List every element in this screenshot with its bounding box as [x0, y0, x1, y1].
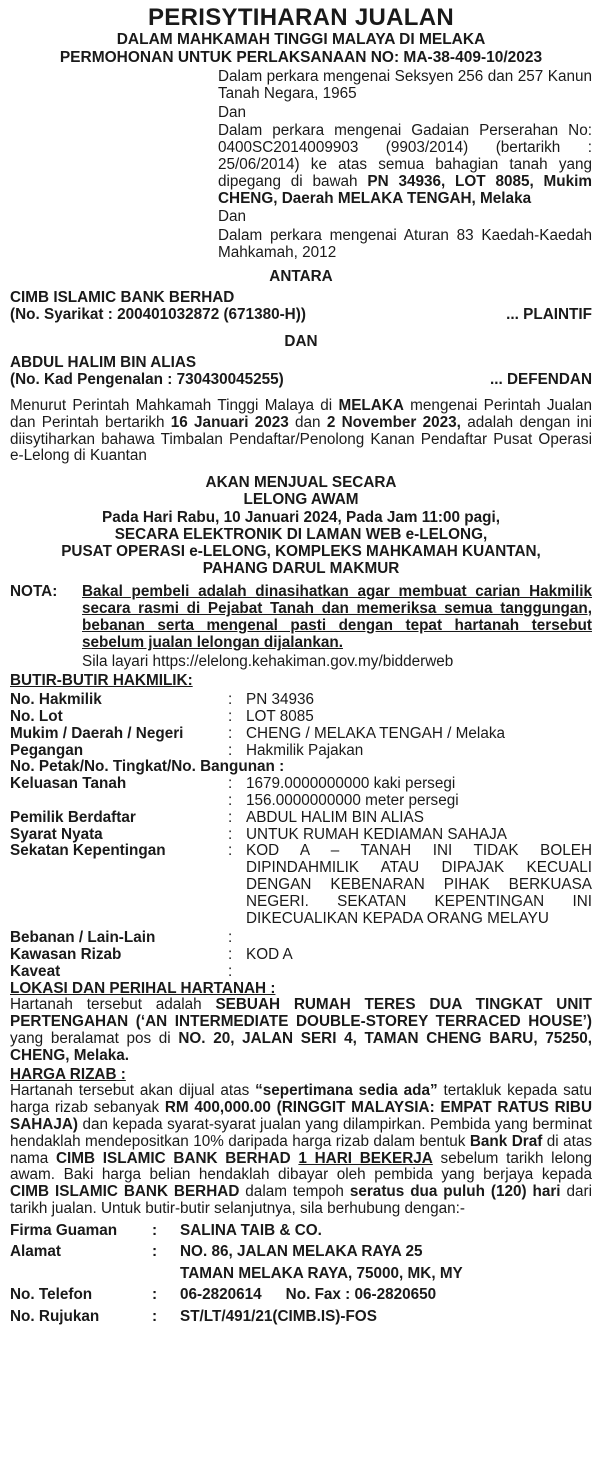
nota-text: Bakal pembeli adalah dinasihatkan agar membuat carian Hakmilik secara rasmi di Pejabat Tanah dan memeriksa semua tanggungan, bebanan serta mengenal pasti dengan tepat hartanah tersebut sebelum jualan lelongan dijalankan.	[82, 583, 592, 651]
lokasi-heading: LOKASI DAN PERIHAL HARTANAH :	[10, 979, 276, 997]
harga-heading: HARGA RIZAB :	[10, 1065, 126, 1083]
sekatan-label: Sekatan Kepentingan	[10, 842, 166, 860]
pegangan-value: Hakmilik Pajakan	[246, 741, 364, 759]
auction-date: Pada Hari Rabu, 10 Januari 2024, Pada Jam 11:00 pagi,	[102, 508, 500, 526]
preamble-dan-1: Dan	[218, 103, 247, 121]
nota-block	[10, 584, 592, 651]
court-name: DALAM MAHKAMAH TINGGI MALAYA DI MELAKA	[116, 31, 486, 48]
elelong-link[interactable]: Sila layari https://elelong.kehakiman.gov.my/bidderweb	[82, 652, 454, 670]
firma-label: Firma Guaman	[10, 1221, 118, 1239]
syarat-value: UNTUK RUMAH KEDIAMAN SAHAJA	[246, 825, 507, 843]
plaintiff-block	[10, 290, 592, 324]
plaintiff-reg: (No. Syarikat : 200401032872 (671380-H))	[10, 305, 306, 323]
defendant-reg: (No. Kad Pengenalan : 730430045255)	[10, 371, 284, 389]
notice-title: PERISYTIHARAN JUALAN	[147, 4, 455, 31]
alamat-line-1: NO. 86, JALAN MELAKA RAYA 25	[180, 1243, 423, 1261]
lokasi-paragraph: Hartanah tersebut adalah SEBUAH RUMAH TERES DUA TINGKAT UNIT PERTENGAHAN (‘AN INTERMEDIATE DOUBLE-STOREY TERRACED HOUSE’) yang beralamat pos di NO. 20, JALAN SERI 4, TAMAN CHENG BARU, 75250, CHENG, Melaka.	[10, 996, 592, 1064]
antara-heading: ANTARA	[269, 267, 333, 285]
rujukan-value: ST/LT/491/21(CIMB.IS)-FOS	[180, 1307, 377, 1325]
preamble-clause-3: Dalam perkara mengenai Aturan 83 Kaedah-Kaedah Mahkamah, 2012	[218, 227, 592, 261]
preamble	[218, 69, 592, 262]
keluasan-value-sqft: 1679.0000000000 kaki persegi	[246, 775, 456, 793]
defendant-role: ... DEFENDAN	[490, 371, 592, 389]
firma-value: SALINA TAIB & CO.	[180, 1221, 322, 1239]
court-order-paragraph: Menurut Perintah Mahkamah Tinggi Malaya di MELAKA mengenai Perintah Jualan dan Perintah bertarikh 16 Januari 2023 dan 2 November 2023, adalah dengan ini diisytiharkan bahawa Timbalan Pendaftar/Penolong Kanan Pendaftar Pusat Operasi e-Lelong di Kuantan	[10, 396, 592, 465]
fax-value: No. Fax : 06-2820650	[285, 1286, 437, 1304]
bebanan-value	[246, 930, 592, 947]
application-number: PERMOHONAN UNTUK PERLAKSANAAN NO: MA-38-409-10/2023	[59, 49, 543, 66]
keluasan-label: Keluasan Tanah	[10, 775, 127, 793]
mukim-label: Mukim / Daerah / Negeri	[10, 724, 184, 742]
defendant-block	[10, 355, 592, 389]
bebanan-label: Bebanan / Lain-Lain	[10, 929, 156, 947]
auction-line-4: SECARA ELEKTRONIK DI LAMAN WEB e-LELONG,	[114, 525, 488, 543]
no-hakmilik-value: PN 34936	[246, 691, 315, 709]
auction-block	[10, 474, 592, 577]
keluasan-value-sqm: 156.0000000000 meter persegi	[246, 791, 459, 809]
auction-line-2: LELONG AWAM	[243, 491, 359, 509]
butir-heading: BUTIR-BUTIR HAKMILIK:	[10, 672, 193, 690]
no-lot-value: LOT 8085	[246, 707, 314, 725]
preamble-clause-1: Dalam perkara mengenai Seksyen 256 dan 257 Kanun Tanah Negara, 1965	[218, 68, 592, 102]
mukim-value: CHENG / MELAKA TENGAH / Melaka	[246, 724, 505, 742]
telefon-value: 06-2820614	[180, 1286, 262, 1304]
auction-line-6: PAHANG DARUL MAKMUR	[202, 560, 400, 578]
telefon-label: No. Telefon	[10, 1286, 93, 1304]
nota-label: NOTA:	[10, 583, 58, 601]
title-details: No. Hakmilik : PN 34936 No. Lot : LOT 8085 Mukim / Daerah / Negeri : CHENG / MELAKA TENGAH / Melaka Pegangan : Hakmilik Pajakan No. Petak/No. Tingkat/No. Bangunan : Keluasan Tanah : 1679.0000000000 kaki persegi : 156.0000000000 meter persegi Pemilik Berdaftar : ABDUL HALIM BIN ALIAS Syarat Nyata : UNTUK RUMAH KEDIAMAN SAHAJA Sekatan Kepentingan : KOD A – TANAH INI TIDAK BOLEH DIPINDAHMILIK ATAU DIPAJAK KECUALI DENGAN KEBENARAN PIHAK BERKUASA NEGERI. SEKATAN KEPENTINGAN INI DIKECUALIKAN KEPADA ORANG MELAYU Bebanan / Lain-Lain : Kawasan Rizab : KOD A Kaveat :	[10, 691, 592, 980]
syarat-label: Syarat Nyata	[10, 825, 103, 843]
kawasan-rizab-label: Kawasan Rizab	[10, 946, 122, 964]
dan-heading: DAN	[284, 333, 318, 351]
preamble-clause-2: Dalam perkara mengenai Gadaian Perserahan No: 0400SC2014009903 (9903/2014) (bertarikh : 25/06/2014) ke atas semua bahagian tanah yang dipegang di bawah PN 34936, LOT 8085, Mukim CHENG, Daerah MELAKA TENGAH, Melaka	[218, 122, 592, 207]
petak-label: No. Petak/No. Tingkat/No. Bangunan :	[10, 758, 285, 776]
pemilik-label: Pemilik Berdaftar	[10, 808, 136, 826]
defendant-name: ABDUL HALIM BIN ALIAS	[10, 354, 197, 372]
no-lot-label: No. Lot	[10, 707, 63, 725]
plaintiff-name: CIMB ISLAMIC BANK BERHAD	[10, 288, 235, 306]
alamat-label: Alamat	[10, 1243, 62, 1261]
harga-paragraph: Hartanah tersebut akan dijual atas “sepertimana sedia ada” tertakluk kepada satu harga rizab sebanyak RM 400,000.00 (RINGGIT MALAYSIA: EMPAT RATUS RIBU SAHAJA) dan kepada syarat-syarat jualan yang dilampirkan. Pembida yang berminat hendaklah mendepositkan 10% daripada harga rizab dalam bentuk Bank Draf di atas nama CIMB ISLAMIC BANK BERHAD 1 HARI BEKERJA sebelum tarikh lelong awam. Baki harga belian hendaklah dibayar oleh pembida yang berjaya kepada CIMB ISLAMIC BANK BERHAD dalam tempoh seratus dua puluh (120) hari dari tarikh jualan. Untuk butir-butir selanjutnya, sila berhubung dengan:-	[10, 1082, 593, 1218]
alamat-line-2: TAMAN MELAKA RAYA, 75000, MK, MY	[180, 1264, 463, 1282]
kawasan-rizab-value: KOD A	[246, 946, 293, 964]
auction-line-1: AKAN MENJUAL SECARA	[205, 474, 397, 492]
no-hakmilik-label: No. Hakmilik	[10, 691, 102, 709]
plaintiff-role: ... PLAINTIF	[506, 305, 592, 323]
kaveat-label: Kaveat	[10, 962, 61, 980]
pegangan-label: Pegangan	[10, 741, 84, 759]
pemilik-value: ABDUL HALIM BIN ALIAS	[246, 808, 424, 826]
preamble-dan-2: Dan	[218, 208, 247, 226]
auction-line-5: PUSAT OPERASI e-LELONG, KOMPLEKS MAHKAMAH KUANTAN,	[61, 542, 541, 560]
rujukan-label: No. Rujukan	[10, 1307, 100, 1325]
kaveat-value	[246, 964, 592, 981]
contact-block: Firma Guaman : SALINA TAIB & CO. Alamat : NO. 86, JALAN MELAKA RAYA 25 TAMAN MELAKA RAYA, 75000, MK, MY No. Telefon : 06-2820614 No. Fax : 06-2820650 No. Rujukan : ST/LT/491/21(CIMB.IS)-FOS	[10, 1220, 592, 1328]
sekatan-value: KOD A – TANAH INI TIDAK BOLEH DIPINDAHMILIK ATAU DIPAJAK KECUALI DENGAN KEBENARAN PIHAK BERKUASA NEGERI. SEKATAN KEPENTINGAN INI DIKECUALIKAN KEPADA ORANG MELAYU	[246, 842, 592, 927]
